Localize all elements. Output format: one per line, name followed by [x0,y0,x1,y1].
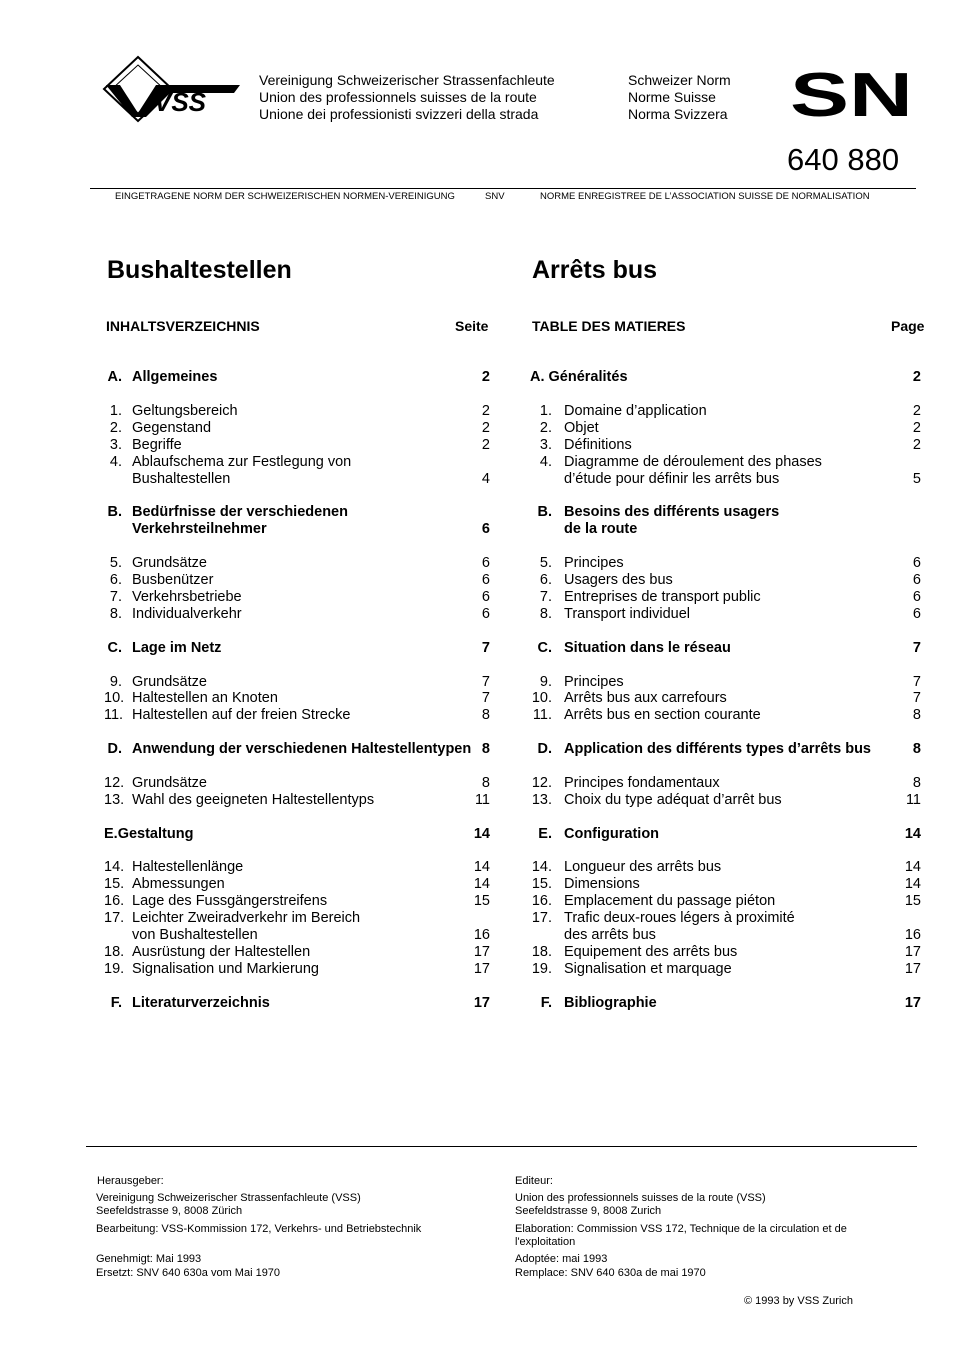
toc-row-title: Arrêts bus en section courante [564,707,761,723]
publisher-fr-line: Seefeldstrasse 9, 8008 Zurich [515,1205,662,1217]
toc-row-page: 7 [912,690,921,706]
toc-row-title: Objet [564,420,599,436]
toc-row-number: 3. [109,437,122,453]
toc-row-number: 10. [104,690,125,706]
toc-row-page: 14 [904,876,921,892]
toc-row-page: 8 [481,775,490,791]
svg-text:VSS: VSS [154,87,207,117]
toc-row-number: 6. [539,572,552,588]
toc-row-page: 17 [904,961,921,977]
editing-de: Bearbeitung: VSS-Kommission 172, Verkehrs- und Betriebstechnik [96,1223,422,1235]
toc-row-number: 17. [531,910,552,926]
toc-row-page: 6 [481,521,490,537]
toc-row-page: 7 [912,640,921,656]
toc-row-page: 17 [473,995,490,1011]
toc-row-title: Usagers des bus [564,572,673,588]
norm-number: 640 880 [787,142,900,177]
toc-row-number: 7. [109,589,122,605]
header-rule [90,188,916,189]
toc-row-title: Transport individuel [564,606,690,622]
toc-row-page: 6 [912,606,921,622]
toc-row-page: 14 [473,859,490,875]
norm-type-fr: Norme Suisse [628,89,716,105]
toc-row-title: Begriffe [132,437,182,453]
toc-row-page: 6 [481,589,490,605]
toc-row-title: Gegenstand [132,420,212,436]
toc-row-page: 8 [481,741,490,757]
toc-row-page: 16 [904,927,921,943]
toc-row-number: 2. [539,420,552,436]
toc-row-title: Principes fondamentaux [564,775,720,791]
toc-row-title: Bushaltestellen [132,471,231,487]
publisher-label-de: Herausgeber: [97,1175,164,1187]
toc-row-page: 2 [912,403,921,419]
toc-row-number: 4. [109,454,122,470]
copyright: © 1993 by VSS Zurich [744,1295,853,1307]
toc-row-title: Grundsätze [132,674,207,690]
toc-row-number: 16. [531,893,552,909]
norm-type-de: Schweizer Norm [628,72,731,88]
registered-note-snv: SNV [485,191,505,202]
toc-row-number: 19. [104,961,125,977]
page-label-de: Seite [455,318,489,334]
toc-row-number: F. [110,995,122,1011]
toc-row-number: 3. [539,437,552,453]
toc-row-page: 15 [473,893,490,909]
publisher-de [96,1192,361,1218]
sn-logo [790,66,915,126]
toc-row-number: D. [107,741,122,757]
toc-row-title: Verkehrsteilnehmer [132,521,267,537]
toc-row-title: Busbenützer [132,572,214,588]
toc-row-page: 2 [481,437,490,453]
title-fr: Arrêts bus [532,256,658,284]
toc-row-title: Grundsätze [132,775,207,791]
toc-row-number: 12. [531,775,552,791]
toc-row-title: Besoins des différents usagers [564,504,780,520]
toc-row-title: von Bushaltestellen [132,927,258,943]
toc-row-title: Ausrüstung der Haltestellen [132,944,311,960]
org-name-de: Vereinigung Schweizerischer Strassenfachleute [259,72,555,88]
toc-row-number: B. [107,504,122,520]
toc-row-number: 12. [104,775,125,791]
toc-row-page: 2 [481,403,490,419]
toc-row-number: 9. [539,674,552,690]
publisher-fr [515,1192,766,1218]
toc-row-page: 8 [912,707,921,723]
approved-fr: Adoptée: mai 1993 [515,1253,608,1265]
org-name-fr: Union des professionnels suisses de la route [259,89,537,105]
organisation-names [259,72,555,123]
toc-row-page: 2 [912,420,921,436]
toc-row-page: 7 [481,674,490,690]
toc-row-page: 6 [912,555,921,571]
toc-row-page: 8 [912,741,921,757]
toc-row-number: 14. [531,859,552,875]
toc-row-title: Leichter Zweiradverkehr im Bereich [132,910,361,926]
toc-row-title: de la route [564,521,638,537]
publisher-label-fr: Editeur: [515,1175,553,1187]
toc-row-title: Geltungsbereich [132,403,238,419]
toc-row-title: Emplacement du passage piéton [564,893,776,909]
toc-row-page: 6 [481,555,490,571]
toc-row-number: C. [537,640,552,656]
toc-row-page: 8 [481,707,490,723]
toc-row-title: Wahl des geeigneten Haltestellentyps [132,792,375,808]
toc-row-page: 14 [473,876,490,892]
toc-row-number: 1. [109,403,122,419]
page-label-fr: Page [891,318,925,334]
toc-row-number: 11. [104,707,124,723]
toc-row-title: Définitions [564,437,632,453]
toc-row-page: 17 [904,944,921,960]
replaces-fr: Remplace: SNV 640 630a de mai 1970 [515,1267,706,1279]
toc-row-page: 16 [473,927,490,943]
toc-row-title: Diagramme de déroulement des phases [564,454,822,470]
toc-row-title: Abmessungen [132,876,225,892]
publisher-de-line: Vereinigung Schweizerischer Strassenfachleute (VSS) [96,1192,361,1204]
toc-row-number: C. [107,640,122,656]
editing-fr [515,1223,847,1249]
toc-row-page: 7 [481,690,490,706]
toc-row-title: Haltestellen an Knoten [132,690,278,706]
toc-row-page: 14 [904,859,921,875]
editing-fr-line: Elaboration: Commission VSS 172, Technique de la circulation et de [515,1223,847,1235]
toc-row-page: 17 [473,961,490,977]
toc-row-number: 14. [104,859,125,875]
toc-row-page: 4 [481,471,490,487]
toc-row-title: Dimensions [564,876,640,892]
toc-row-number: 19. [531,961,552,977]
toc-row-page: 7 [912,674,921,690]
approved-de: Genehmigt: Mai 1993 [96,1253,202,1265]
toc-row-title: Signalisation et marquage [564,961,732,977]
toc-row-page: 11 [905,792,921,808]
toc-row-page: 2 [481,420,490,436]
toc-row-title: Anwendung der verschiedenen Haltestellentypen [132,741,472,757]
toc-row-number: 1. [539,403,552,419]
toc-row-title: Verkehrsbetriebe [132,589,242,605]
toc-row-number: 17. [104,910,125,926]
toc-row-title: Principes [564,555,624,571]
toc-row-number: E. [538,826,552,842]
toc-row-number: 11. [532,707,552,723]
toc-row-title: Lage im Netz [132,640,222,656]
toc-row-title: d’étude pour définir les arrêts bus [564,471,780,487]
publisher-fr-line: Union des professionnels suisses de la route (VSS) [515,1192,766,1204]
toc-row-number: 13. [104,792,125,808]
toc-row-page: 15 [904,893,921,909]
toc-row-title: Domaine d’application [564,403,707,419]
toc-row-page: 2 [481,369,490,385]
toc-row-title: Bibliographie [564,995,657,1011]
toc-row-title: Configuration [564,826,660,842]
org-name-it: Unione dei professionisti svizzeri della strada [259,106,539,122]
toc-row-page: 17 [904,995,921,1011]
toc-row-number: 18. [104,944,125,960]
toc-row-number: 10. [531,690,552,706]
norm-type [628,72,731,123]
toc-row-page: 2 [912,369,921,385]
toc-row-number: 4. [539,454,552,470]
toc-row-title: E.Gestaltung [104,826,194,842]
replaces-de: Ersetzt: SNV 640 630a vom Mai 1970 [96,1267,281,1279]
toc-row-title: Entreprises de transport public [564,589,761,605]
svg-text:SN: SN [790,66,913,121]
toc-row-number: 18. [531,944,552,960]
toc-row-page: 5 [912,471,921,487]
toc-row-title: Literaturverzeichnis [132,995,270,1011]
toc-row-title: Longueur des arrêts bus [564,859,722,875]
toc-row-number: 15. [104,876,125,892]
toc-row-number: A. [107,369,122,385]
toc-row-number: 8. [109,606,122,622]
toc-row-title: Arrêts bus aux carrefours [564,690,727,706]
title-de: Bushaltestellen [107,256,292,284]
publisher-de-line: Seefeldstrasse 9, 8008 Zürich [96,1205,243,1217]
toc-row-title: des arrêts bus [564,927,656,943]
toc-row-title: Ablaufschema zur Festlegung von [132,454,352,470]
toc-row-page: 6 [912,572,921,588]
toc-row-title: Equipement des arrêts bus [564,944,738,960]
toc-row-number: 15. [531,876,552,892]
toc-row-number: 6. [109,572,122,588]
toc-row-page: 6 [481,606,490,622]
toc-row-title: Situation dans le réseau [564,640,731,656]
footer-rule [86,1146,917,1147]
toc-row-number: D. [537,741,552,757]
toc-row-number: 5. [539,555,552,571]
toc-row-number: 16. [104,893,125,909]
registered-note-fr: NORME ENREGISTREE DE L’ASSOCIATION SUISSE DE NORMALISATION [540,191,870,202]
toc-row-number: F. [540,995,552,1011]
toc-row-page: 8 [912,775,921,791]
toc-row-page: 7 [481,640,490,656]
toc-row-title: Application des différents types d’arrêts bus [564,741,871,757]
norm-type-it: Norma Svizzera [628,106,728,122]
toc-row-number: 9. [109,674,122,690]
toc-row-number: 5. [109,555,122,571]
toc-row-title: A. Généralités [530,369,628,385]
toc-label-fr: TABLE DES MATIERES [532,318,686,334]
toc-row-number: 2. [109,420,122,436]
toc-row-title: Haltestellenlänge [132,859,244,875]
toc-row-number: 7. [539,589,552,605]
toc-row-title: Choix du type adéquat d’arrêt bus [564,792,782,808]
toc-row-page: 14 [904,826,921,842]
toc-row-title: Trafic deux-roues légers à proximité [564,910,795,926]
toc-row-page: 17 [473,944,490,960]
editing-fr-line: l'exploitation [515,1236,576,1248]
toc-row-title: Signalisation und Markierung [132,961,319,977]
toc-row-page: 14 [473,826,490,842]
toc-row-title: Haltestellen auf der freien Strecke [132,707,351,723]
toc-row-title: Grundsätze [132,555,207,571]
toc-row-number: 13. [531,792,552,808]
toc-row-title: Principes [564,674,624,690]
toc-row-page: 6 [912,589,921,605]
toc-row-number: 8. [539,606,552,622]
toc-label-de: INHALTSVERZEICHNIS [106,318,260,334]
vss-logo [100,55,245,130]
toc-row-title: Allgemeines [132,369,218,385]
toc-row-page: 11 [474,792,490,808]
toc-row-page: 6 [481,572,490,588]
toc-row-title: Individualverkehr [132,606,242,622]
registered-note-de: EINGETRAGENE NORM DER SCHWEIZERISCHEN NORMEN-VEREINIGUNG [115,191,455,202]
toc-row-number: B. [537,504,552,520]
toc-row-page: 2 [912,437,921,453]
toc-row-title: Bedürfnisse der verschiedenen [132,504,348,520]
toc-row-title: Lage des Fussgängerstreifens [132,893,328,909]
